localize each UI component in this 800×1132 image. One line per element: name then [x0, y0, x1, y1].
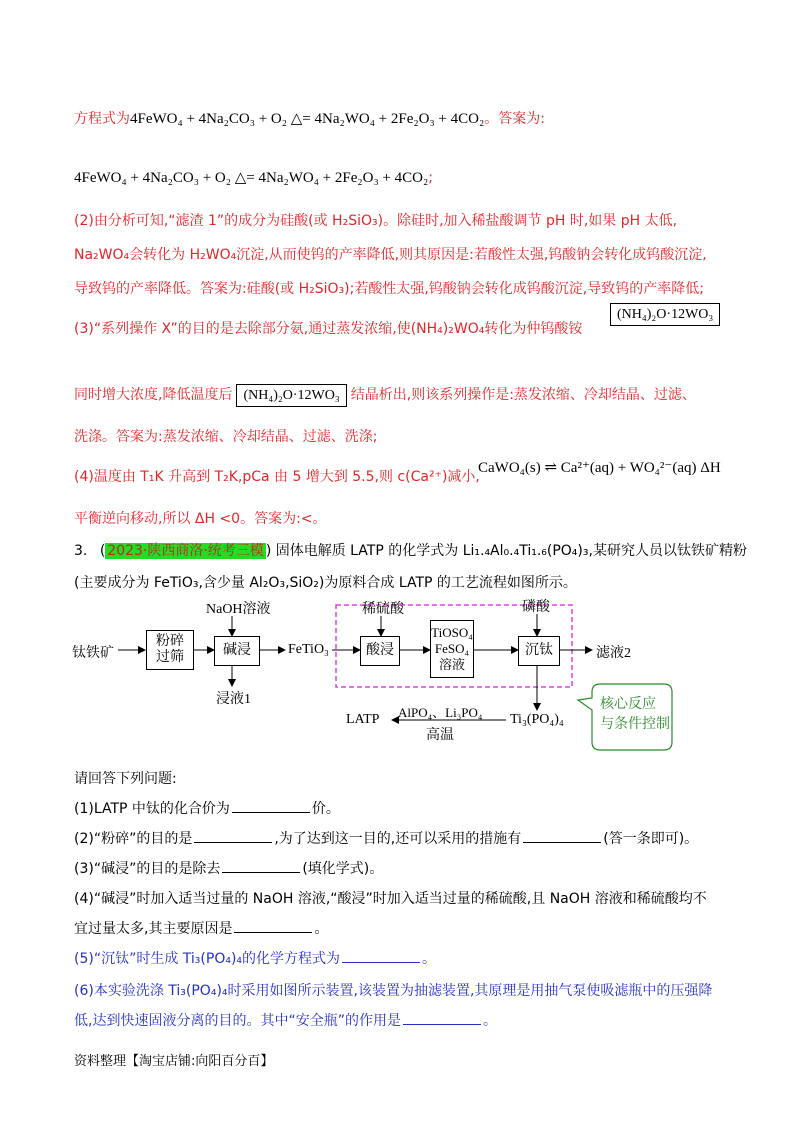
ammonium-paratungstate-formula-1	[610, 306, 720, 323]
chemical-equation: 4FeWO₄ + 4Na₂CO₃ + O₂ △= 4Na₂WO₄ + 2Fe₂O₃ + 4CO₂	[130, 111, 485, 127]
titanyl-ferrous-solution: TiOSO₄ FeSO₄ 溶液	[430, 620, 474, 678]
paragraph-3-line-3: 洗涤。答案为:蒸发浓缩、冷却结晶、过滤、洗涤;	[74, 429, 378, 445]
question-1	[74, 798, 340, 818]
paragraph-2-line-3: 导致钨的产率降低。答案为:硅酸(或 H₂SiO₃);若酸性太强,钨酸钠会转化成钨酸沉淀,导致钨的产率降低;	[74, 281, 704, 297]
paragraph-4-line-2: 平衡逆向移动,所以 ΔH <0。答案为:<。	[74, 511, 327, 527]
answer-suffix: ;	[428, 170, 433, 186]
question-4-line-1: (4)“碱浸”时加入适当过量的 NaOH 溶液,“酸浸”时加入适当过量的稀硫酸,且 NaOH 溶液和稀硫酸均不	[74, 891, 707, 907]
q1-text: (1)LATP 中钛的化合价为	[74, 801, 230, 817]
question-5	[74, 948, 436, 968]
naoh-solution-label: NaOH溶液	[206, 602, 271, 617]
question-6-line-2	[74, 1010, 497, 1030]
q1-suffix: 价。	[311, 801, 340, 817]
q5-answer-blank[interactable]	[342, 948, 420, 963]
question-2	[74, 828, 698, 848]
q4-answer-blank[interactable]	[234, 918, 312, 933]
text-prefix: 同时增大浓度,降低温度后	[74, 387, 233, 403]
q2-text: (2)“粉碎”的目的是	[74, 831, 193, 847]
callout-text: 核心反应 与条件控制	[600, 696, 670, 732]
answer-equation-line	[74, 168, 433, 187]
acid-leach-step: 酸浸	[360, 636, 400, 666]
q3-suffix: (填化学式)。	[302, 861, 384, 877]
paragraph-2-line-2: Na₂WO₄会转化为 H₂WO₄沉淀,从而使钨的产率降低,则其原因是:若酸性太强,钨酸钠会转化成钨酸沉淀,	[74, 247, 707, 263]
question-3-intro-line-2: (主要成分为 FeTiO₃,含少量 Al₂O₃,SiO₂)为原料合成 LATP 的工艺流程如图所示。	[74, 575, 577, 591]
q3-text: (3)“碱浸”的目的是除去	[74, 861, 221, 877]
q2-answer-blank-2[interactable]	[523, 828, 601, 843]
q4-suffix: 。	[314, 921, 329, 937]
filtrate-2-label: 滤液2	[596, 646, 631, 661]
reagents-alpo4-li3po4: AlPO₄、Li₃PO₄	[398, 705, 483, 720]
crush-sieve-step: 粉碎 过筛	[146, 630, 194, 670]
process-flowchart	[0, 592, 800, 762]
source-tag-link[interactable]: 2023·陕西商洛·统考三模	[107, 543, 264, 559]
question-number: 3.	[74, 543, 88, 559]
q6-suffix: 。	[482, 1013, 497, 1029]
text-suffix: 结晶析出,则该系列操作是:蒸发浓缩、冷却结晶、过滤、	[350, 387, 696, 403]
formula-box: (NH₄)₂O·12WO₃	[610, 303, 720, 326]
alkali-leach-step: 碱浸	[214, 636, 260, 666]
equation-line-1	[74, 108, 545, 128]
page-footer: 资料整理【淘宝店铺:向阳百分百】	[74, 1054, 274, 1069]
start-material-label: 钛铁矿	[72, 646, 114, 661]
ti3po44-label: Ti₃(PO₄)₄	[510, 712, 564, 727]
paragraph-4-line-1: (4)温度由 T₁K 升高到 T₂K,pCa 由 5 增大到 5.5,则 c(Ca²⁺)减小,	[74, 469, 480, 485]
q2-suffix: (答一条即可)。	[603, 831, 699, 847]
question-3	[74, 858, 383, 878]
dilute-sulfuric-acid-label: 稀硫酸	[362, 602, 404, 617]
question-3-intro-line-1: 3. ( 2023·陕西商洛·统考三模 ) 固体电解质 LATP 的化学式为 Li₁.₄Al₀.₄Ti₁.₆(PO₄)₃,某研究人员以钛铁矿精粉	[74, 543, 747, 559]
text-prefix: 方程式为	[74, 111, 130, 127]
q4-text: 宜过量太多,其主要原因是	[74, 921, 233, 937]
phosphoric-acid-label: 磷酸	[522, 600, 550, 615]
latp-product-label: LATP	[346, 712, 380, 727]
question-6-line-1: (6)本实验洗涤 Ti₃(PO₄)₄时采用如图所示装置,该装置为抽滤装置,其原理是用抽气泵使吸滤瓶中的压强降	[74, 983, 713, 999]
questions-heading: 请回答下列问题:	[74, 771, 177, 787]
ammonium-paratungstate-formula-2: (NH₄)₂O·12WO₃	[236, 384, 346, 407]
leachate-1-label: 浸液1	[216, 692, 251, 707]
text-suffix: 。答案为:	[484, 111, 545, 127]
answer-equation: 4FeWO₄ + 4Na₂CO₃ + O₂ △= 4Na₂WO₄ + 2Fe₂O₃ + 4CO₂	[74, 170, 429, 186]
q6-text: 低,达到快速固液分离的目的。其中“安全瓶”的作用是	[74, 1013, 401, 1029]
paragraph-3-line-2	[74, 384, 696, 404]
q5-suffix: 。	[422, 951, 437, 967]
intro-text: 固体电解质 LATP 的化学式为 Li₁.₄Al₀.₄Ti₁.₆(PO₄)₃,某研究人员以钛铁矿精粉	[275, 543, 747, 559]
q3-answer-blank[interactable]	[222, 858, 300, 873]
high-temperature-condition: 高温	[426, 728, 454, 743]
titanium-precipitation-step: 沉钛	[518, 636, 560, 666]
fetio3-label: FeTiO₃	[288, 642, 329, 657]
q1-answer-blank[interactable]	[232, 798, 310, 813]
q5-text: (5)“沉钛”时生成 Ti₃(PO₄)₄的化学方程式为	[74, 951, 341, 967]
dissolution-equilibrium-equation: CaWO₄(s) ⇌ Ca²⁺(aq) + WO₄²⁻(aq) ΔH	[478, 460, 721, 476]
paragraph-3-line-1: (3)“系列操作 X”的目的是去除部分氨,通过蒸发浓缩,使(NH₄)₂WO₄转化为仲钨酸铵	[74, 321, 583, 337]
q6-answer-blank[interactable]	[403, 1010, 481, 1025]
paragraph-2-line-1: (2)由分析可知,“滤渣 1”的成分为硅酸(或 H₂SiO₃)。除硅时,加入稀盐酸调节 pH 时,如果 pH 太低,	[74, 213, 678, 229]
q2-answer-blank-1[interactable]	[194, 828, 272, 843]
question-4-line-2	[74, 918, 328, 938]
q2-mid: ,为了达到这一目的,还可以采用的措施有	[274, 831, 522, 847]
